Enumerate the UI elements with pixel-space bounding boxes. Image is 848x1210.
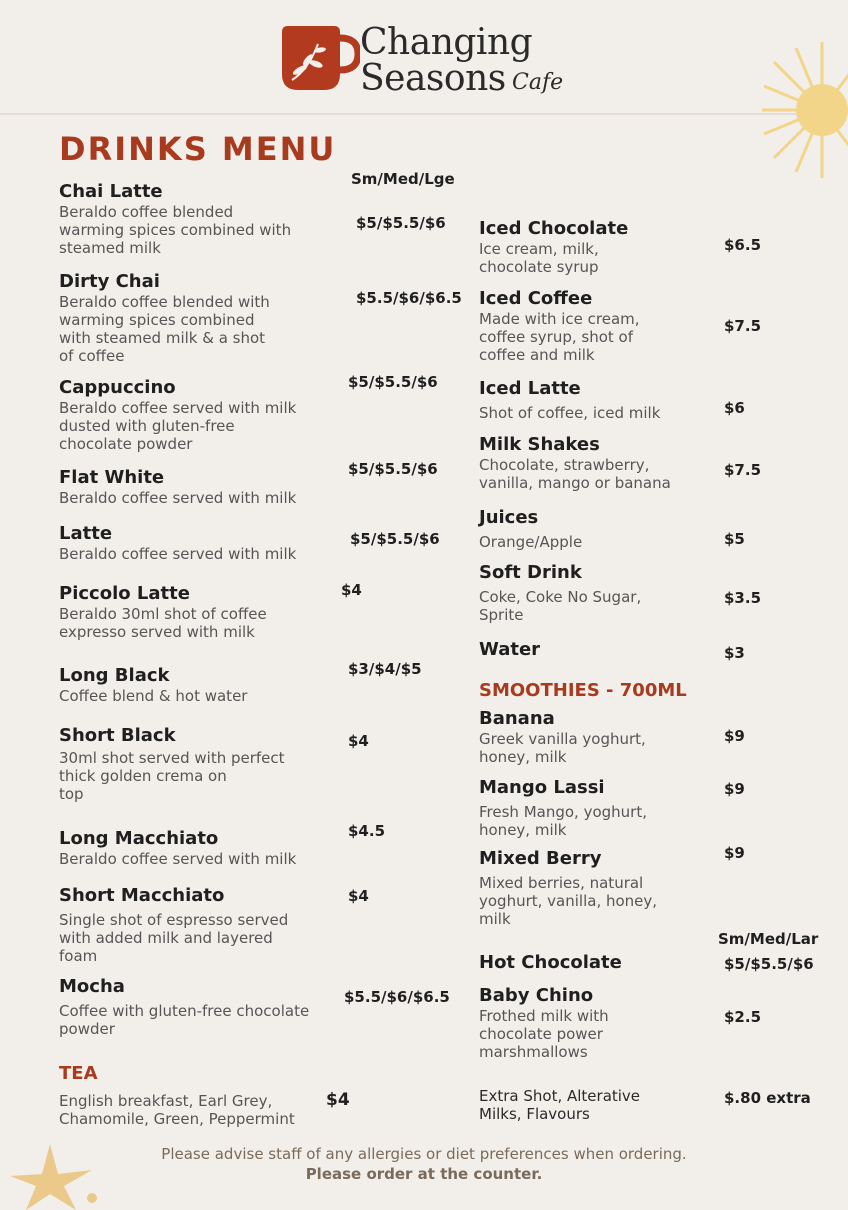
item-price: $9 <box>724 727 745 745</box>
item-name: Juices <box>479 507 539 528</box>
item-price: $3/$4/$5 <box>348 660 422 678</box>
item-name: Chai Latte <box>59 181 163 202</box>
extras-desc <box>479 1087 640 1123</box>
item-desc: chocolate power <box>479 1025 603 1043</box>
menu-item-long-macchiato <box>59 828 296 868</box>
item-desc: 30ml shot served with perfect <box>59 749 285 767</box>
item-name: Mango Lassi <box>479 777 605 798</box>
item-name: Iced Coffee <box>479 288 593 309</box>
item-desc: Coffee with gluten-free chocolate <box>59 1002 310 1020</box>
coffee-cup-logo-icon <box>278 24 360 94</box>
item-desc: Beraldo coffee served with milk <box>59 489 297 507</box>
item-desc: top <box>59 785 84 803</box>
item-price: $5/$5.5/$6 <box>356 214 446 232</box>
item-desc: expresso served with milk <box>59 623 255 641</box>
item-price: $9 <box>724 844 745 862</box>
item-price: $5/$5.5/$6 <box>348 460 438 478</box>
item-desc: yoghurt, vanilla, honey, <box>479 892 658 910</box>
item-price: $4 <box>341 581 362 599</box>
menu-item-mocha <box>59 976 309 1038</box>
item-desc: Fresh Mango, yoghurt, <box>479 803 647 821</box>
item-name: Water <box>479 639 541 660</box>
smoothies-title: SMOOTHIES - 700ML <box>479 680 687 701</box>
item-price: $5/$5.5/$6 <box>724 955 814 973</box>
menu-item-water <box>479 639 540 661</box>
item-price: $5.5/$6/$6.5 <box>344 988 450 1006</box>
item-name: Dirty Chai <box>59 271 160 292</box>
item-desc: powder <box>59 1020 115 1038</box>
menu-item-flat-white <box>59 467 296 507</box>
menu-item-iced-coffee <box>479 288 640 364</box>
menu-item-juices <box>479 507 582 551</box>
item-desc: marshmallows <box>479 1043 588 1061</box>
item-name: Iced Latte <box>479 378 581 399</box>
menu-item-short-macchiato <box>59 885 288 965</box>
item-name: Milk Shakes <box>479 434 600 455</box>
menu-item-iced-chocolate <box>479 218 628 276</box>
menu-item-latte <box>59 523 296 563</box>
brand-line1: Changing <box>360 22 533 63</box>
item-name: Short Macchiato <box>59 885 225 906</box>
right-size-header: Sm/Med/Lar <box>718 930 819 948</box>
item-desc: Ice cream, milk, <box>479 240 599 258</box>
item-name: Piccolo Latte <box>59 583 190 604</box>
allergy-notice: Please advise staff of any allergies or diet preferences when ordering. <box>161 1145 687 1163</box>
menu-item-iced-latte <box>479 378 660 422</box>
item-name: Latte <box>59 523 113 544</box>
menu-item-mango-lassi <box>479 777 647 839</box>
item-desc: steamed milk <box>59 239 161 257</box>
item-name: Mixed Berry <box>479 848 602 869</box>
menu-item-dirty-chai <box>59 271 270 365</box>
item-price: $7.5 <box>724 317 762 335</box>
item-name: Long Macchiato <box>59 828 219 849</box>
item-desc: Sprite <box>479 606 524 624</box>
item-price: $5/$5.5/$6 <box>348 373 438 391</box>
item-desc: coffee and milk <box>479 346 595 364</box>
menu-item-soft-drink <box>479 562 641 624</box>
order-notice: Please order at the counter. <box>305 1165 543 1183</box>
item-price: $3.5 <box>724 589 762 607</box>
item-desc: Beraldo coffee served with milk <box>59 399 297 417</box>
item-desc: Chocolate, strawberry, <box>479 456 650 474</box>
item-name: Iced Chocolate <box>479 218 629 239</box>
item-desc: Frothed milk with <box>479 1007 609 1025</box>
item-desc: with added milk and layered <box>59 929 273 947</box>
item-name: Banana <box>479 708 555 729</box>
item-desc: Beraldo coffee blended <box>59 203 234 221</box>
item-name: Cappuccino <box>59 377 176 398</box>
item-desc: vanilla, mango or banana <box>479 474 671 492</box>
item-desc: dusted with gluten-free <box>59 417 235 435</box>
item-desc: Beraldo coffee served with milk <box>59 850 297 868</box>
item-price: $2.5 <box>724 1008 762 1026</box>
item-desc: foam <box>59 947 98 965</box>
item-desc: Beraldo coffee served with milk <box>59 545 297 563</box>
item-name: Flat White <box>59 467 165 488</box>
item-desc: chocolate powder <box>59 435 193 453</box>
item-name: Long Black <box>59 665 170 686</box>
item-desc: Coffee blend & hot water <box>59 687 248 705</box>
menu-item-long-black <box>59 665 247 705</box>
item-desc: Mixed berries, natural <box>479 874 644 892</box>
item-desc: with steamed milk & a shot <box>59 329 266 347</box>
item-desc: milk <box>479 910 511 928</box>
item-price: $6 <box>724 399 745 417</box>
tea-desc <box>59 1092 295 1128</box>
item-desc: English breakfast, Earl Grey, <box>59 1092 273 1110</box>
item-price: $4.5 <box>348 822 386 840</box>
item-name: Short Black <box>59 725 176 746</box>
item-desc: Coke, Coke No Sugar, <box>479 588 642 606</box>
tea-price: $4 <box>326 1090 350 1110</box>
header-divider <box>0 113 848 115</box>
item-desc: warming spices combined with <box>59 221 292 239</box>
item-price: $5 <box>724 530 745 548</box>
tea-title: TEA <box>59 1063 98 1084</box>
item-desc: Chamomile, Green, Peppermint <box>59 1110 295 1128</box>
item-name: Mocha <box>59 976 125 997</box>
item-desc: Milks, Flavours <box>479 1105 590 1123</box>
brand-cafe: Cafe <box>512 70 564 95</box>
left-size-header: Sm/Med/Lge <box>351 170 455 188</box>
item-name: Baby Chino <box>479 985 594 1006</box>
menu-item-banana <box>479 708 646 766</box>
item-desc: chocolate syrup <box>479 258 599 276</box>
item-name: Hot Chocolate <box>479 952 622 973</box>
menu-item-milk-shakes <box>479 434 671 492</box>
menu-item-chai-latte <box>59 181 291 257</box>
item-desc: warming spices combined <box>59 311 255 329</box>
menu-item-short-black <box>59 725 285 803</box>
extras-price: $.80 extra <box>724 1089 811 1107</box>
menu-item-cappuccino <box>59 377 296 453</box>
item-desc: Made with ice cream, <box>479 310 640 328</box>
item-name: Soft Drink <box>479 562 582 583</box>
item-desc: Extra Shot, Alterative <box>479 1087 641 1105</box>
item-price: $3 <box>724 644 745 662</box>
item-price: $7.5 <box>724 461 762 479</box>
item-price: $9 <box>724 780 745 798</box>
item-desc: Beraldo coffee blended with <box>59 293 270 311</box>
sun-icon <box>760 40 848 180</box>
item-price: $4 <box>348 887 369 905</box>
item-desc: honey, milk <box>479 821 567 839</box>
item-desc: Greek vanilla yoghurt, <box>479 730 646 748</box>
menu-title: DRINKS MENU <box>59 130 337 168</box>
item-desc: Single shot of espresso served <box>59 911 289 929</box>
menu-item-hot-chocolate <box>479 952 622 974</box>
item-price: $6.5 <box>724 236 762 254</box>
item-price: $4 <box>348 732 369 750</box>
item-desc: Shot of coffee, iced milk <box>479 404 661 422</box>
item-desc: coffee syrup, shot of <box>479 328 634 346</box>
item-desc: Orange/Apple <box>479 533 583 551</box>
item-desc: of coffee <box>59 347 125 365</box>
item-price: $5/$5.5/$6 <box>350 530 440 548</box>
menu-item-mixed-berry <box>479 848 657 928</box>
menu-item-piccolo-latte <box>59 583 267 641</box>
item-desc: thick golden crema on <box>59 767 227 785</box>
item-price: $5.5/$6/$6.5 <box>356 289 462 307</box>
item-desc: Beraldo 30ml shot of coffee <box>59 605 267 623</box>
item-desc: honey, milk <box>479 748 567 766</box>
menu-item-baby-chino <box>479 985 609 1061</box>
brand-line2: Seasons <box>360 58 506 99</box>
